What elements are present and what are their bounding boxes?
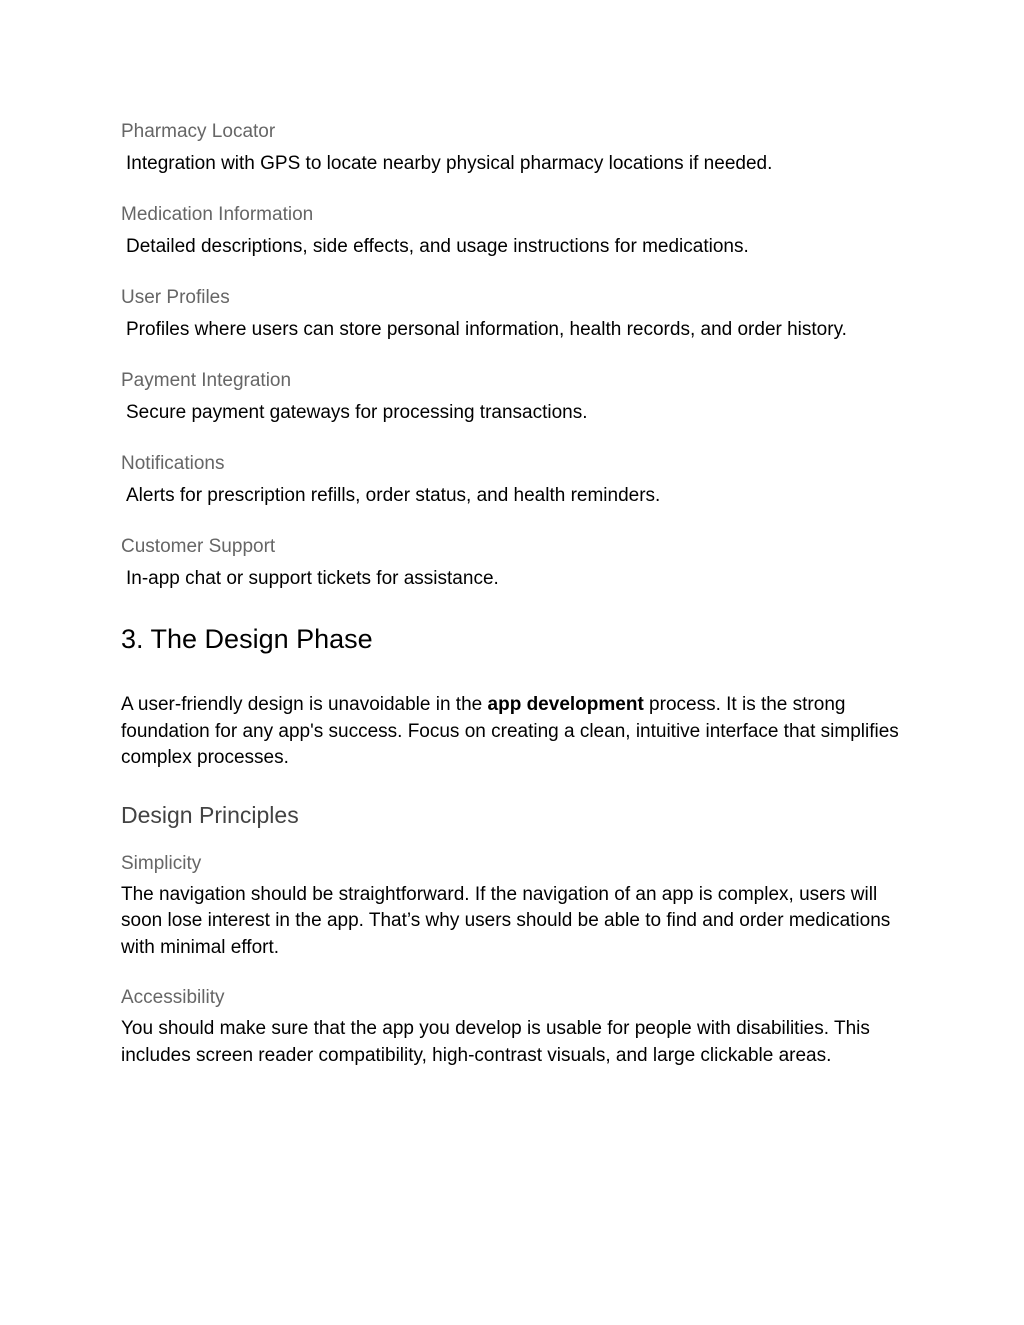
intro-bold-text: app development <box>487 694 644 715</box>
feature-description: Secure payment gateways for processing transactions. <box>126 402 588 423</box>
principle-description: You should make sure that the app you develop is usable for people with disabilities. This includes screen reader compatibility, high-contrast visuals, and large clickable areas. <box>121 1018 870 1066</box>
feature-pharmacy-locator <box>121 120 901 176</box>
feature-notifications <box>121 452 901 508</box>
feature-description: Alerts for prescription refills, order status, and health reminders. <box>126 485 661 506</box>
feature-title: Pharmacy Locator <box>121 121 276 142</box>
section-heading: 3. The Design Phase <box>121 624 373 654</box>
feature-medication-information <box>121 203 901 259</box>
feature-title: User Profiles <box>121 287 230 308</box>
design-principles-heading: Design Principles <box>121 801 299 828</box>
intro-text-continued: process. It is the strong foundation for any app's success. Focus on creating a clean, intuitive interface that simplifies complex processes. <box>121 694 899 768</box>
feature-customer-support <box>121 535 901 591</box>
feature-user-profiles <box>121 286 901 342</box>
intro-text: A user-friendly design is unavoidable in the <box>121 694 488 715</box>
feature-title: Medication Information <box>121 204 314 225</box>
feature-description: Profiles where users can store personal information, health records, and order history. <box>126 319 847 340</box>
feature-payment-integration <box>121 369 901 425</box>
feature-description: Detailed descriptions, side effects, and usage instructions for medications. <box>126 236 749 257</box>
principle-simplicity <box>121 852 901 962</box>
feature-title: Customer Support <box>121 536 276 557</box>
document-page <box>121 120 901 1069</box>
intro-paragraph <box>121 692 901 772</box>
principle-accessibility <box>121 986 901 1069</box>
feature-description: In-app chat or support tickets for assistance. <box>126 568 499 589</box>
principle-title: Simplicity <box>121 852 202 874</box>
feature-title: Notifications <box>121 453 225 474</box>
principle-title: Accessibility <box>121 987 225 1008</box>
feature-description: Integration with GPS to locate nearby physical pharmacy locations if needed. <box>126 153 773 174</box>
principle-description: The navigation should be straightforward. If the navigation of an app is complex, users will soon lose interest in the app. That’s why users should be able to find and order medications with minimal effort. <box>121 883 891 958</box>
feature-title: Payment Integration <box>121 370 292 391</box>
